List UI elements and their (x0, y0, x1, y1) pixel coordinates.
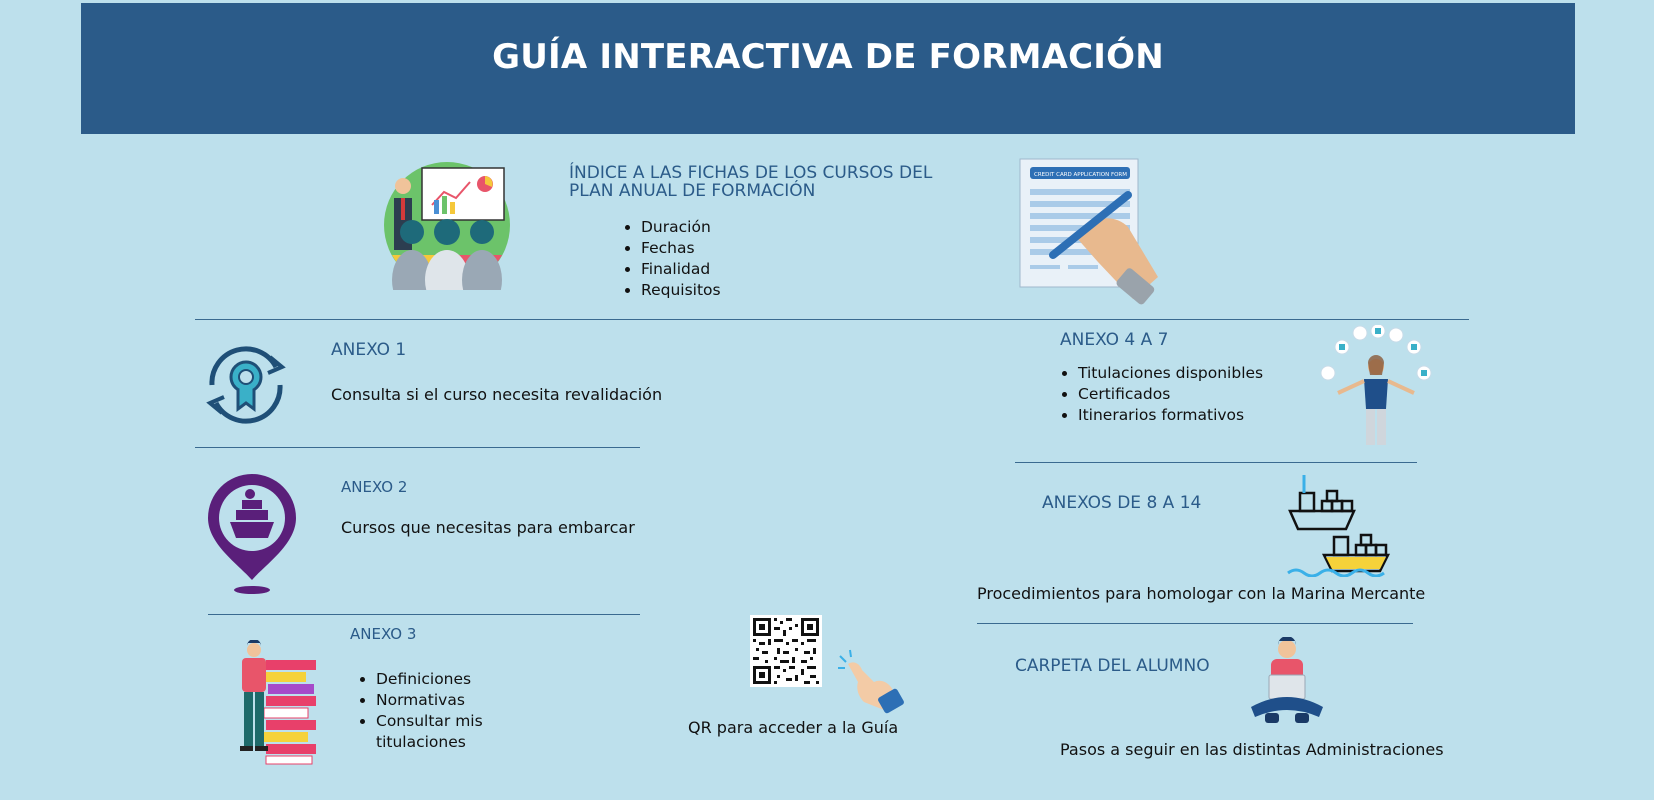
ship-location-pin-icon (206, 472, 298, 596)
list-item: • Finalidad (641, 259, 721, 280)
anexo3-title: ANEXO 3 (350, 625, 417, 643)
divider (195, 447, 640, 448)
list-item: • Certificados (1078, 384, 1263, 405)
qr-code[interactable] (750, 615, 822, 687)
anexo3-list (356, 669, 526, 753)
divider (977, 623, 1413, 624)
pointing-hand-icon (834, 648, 904, 716)
anexo1-title: ANEXO 1 (331, 340, 407, 360)
juggling-skills-illustration (1318, 325, 1434, 449)
indice-title-line1: ÍNDICE A LAS FICHAS DE LOS CURSOS DEL (569, 163, 933, 183)
student-laptop-illustration (1245, 637, 1329, 727)
qr-caption: QR para acceder a la Guía (688, 718, 899, 737)
anexo4-7-title: ANEXO 4 A 7 (1060, 330, 1169, 350)
list-item: • Normativas (376, 690, 526, 711)
indice-title-line2: PLAN ANUAL DE FORMACIÓN (569, 181, 816, 201)
revalidation-cycle-icon (198, 337, 294, 433)
anexo2-title: ANEXO 2 (341, 478, 408, 496)
carpeta-text: Pasos a seguir en las distintas Administraciones (1060, 740, 1444, 759)
anexo4-7-list (1058, 363, 1263, 426)
list-item: • Requisitos (641, 280, 721, 301)
divider (195, 319, 1469, 320)
presentation-illustration (382, 160, 512, 290)
list-item: • Fechas (641, 238, 721, 259)
header-banner (81, 3, 1575, 134)
list-item: • Titulaciones disponibles (1078, 363, 1263, 384)
cargo-ships-icon (1286, 473, 1394, 577)
books-student-illustration (230, 640, 320, 765)
indice-title (569, 164, 932, 200)
anexo1-text: Consulta si el curso necesita revalidación (331, 385, 663, 404)
form-label: CREDIT CARD APPLICATION FORM (1034, 172, 1128, 178)
divider (1015, 462, 1417, 463)
list-item: • Consultar mis titulaciones (376, 711, 526, 753)
list-item: • Itinerarios formativos (1078, 405, 1263, 426)
page-title: GUÍA INTERACTIVA DE FORMACIÓN (492, 37, 1164, 77)
anexos8-14-title: ANEXOS DE 8 A 14 (1042, 493, 1202, 513)
divider (208, 614, 640, 615)
anexo2-text: Cursos que necesitas para embarcar (341, 518, 635, 537)
indice-list (621, 217, 721, 301)
anexos8-14-text: Procedimientos para homologar con la Marina Mercante (977, 584, 1426, 603)
list-item: • Duración (641, 217, 721, 238)
form-signing-illustration (1018, 157, 1163, 305)
carpeta-title: CARPETA DEL ALUMNO (1015, 656, 1210, 676)
list-item: • Definiciones (376, 669, 526, 690)
